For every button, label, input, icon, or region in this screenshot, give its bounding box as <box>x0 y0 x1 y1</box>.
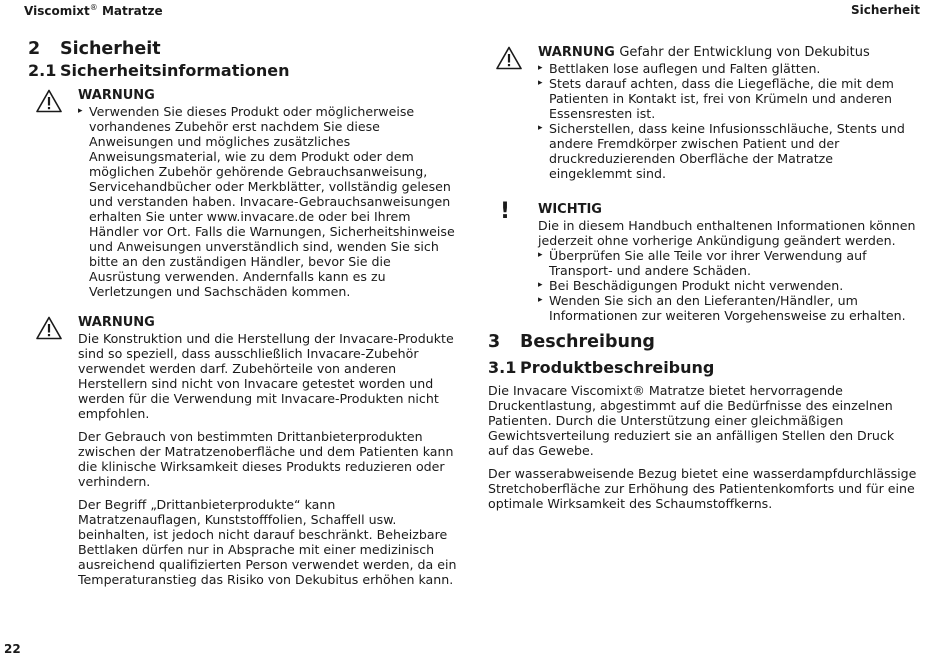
warning-paragraph: Der Begriff „Drittanbieterprodukte“ kann Matratzenauflagen, Kunststofffolien, Schaffell usw. beinhalten, ist jedoch nicht darauf beschränkt. Beheizbare Bettlaken dürfen nur in Absprache mit einer medizinisch ausreichend qualifizierten Person verwendet werden, da ein Temperaturanstieg das Risiko von Dekubitus erhöhen kann. <box>78 497 457 587</box>
warning-title <box>538 44 918 61</box>
section-heading-3 <box>488 331 918 353</box>
list-item: ▸ Sicherstellen, dass keine Infusionsschläuche, Stents und andere Fremdkörper zwischen Patient und der druckreduzierenden Oberfläche der Matratze eingeklemmt sind. <box>538 121 918 181</box>
warning-block-2 <box>28 314 458 587</box>
important-block <box>488 201 918 323</box>
warning-triangle-icon <box>36 89 62 113</box>
running-header-left <box>24 3 163 18</box>
warning-paragraph: Der Gebrauch von bestimmten Drittanbieterprodukten zwischen der Matratzenoberfläche und dem Patienten kann die klinische Wirksamkeit dieses Produkts reduzieren oder verhindern. <box>78 429 454 489</box>
warning-title: WARNUNG <box>78 315 155 330</box>
subsection-title: Sicherheitsinformationen <box>60 61 290 80</box>
header-reg-mark: ® <box>89 3 98 12</box>
important-bullet-list <box>538 248 918 323</box>
warning-bullet-list <box>538 61 918 181</box>
warning-paragraph: Die Konstruktion und die Herstellung der Invacare-Produkte sind so speziell, dass ausschließlich Invacare-Zubehör verwendet werden darf. Zubehörteile von anderen Herstellern sind nicht von Invacare getestet worden und werden für die Verwendung mit Invacare-Produkten nicht empfohlen. <box>78 331 454 421</box>
list-item: ▸ Verwenden Sie dieses Produkt oder möglicherweise vorhandenes Zubehör erst nachdem Sie diese Anweisungen und mögliches zusätzliches Anweisungsmaterial, wie zu dem Produkt oder dem möglichen Zubehör gehörende Gebrauchsanweisung, Servicehandbücher oder Merkblätter, vollständig gelesen und verstanden haben. Invacare-Gebrauchsanweisungen erhalten Sie unter www.invacare.de oder bei Ihrem Händler vor Ort. Falls die Warnungen, Sicherheitshinweise und Anweisungen unverständlich sind, wenden Sie sich bitte an den zuständigen Händler, bevor Sie die Ausrüstung verwenden. Andernfalls kann es zu Verletzungen und Sachschäden kommen. <box>78 104 458 299</box>
right-column <box>488 44 918 511</box>
list-item: ▸ Bei Beschädigungen Produkt nicht verwenden. <box>538 278 918 293</box>
section-title: Sicherheit <box>60 39 161 59</box>
header-product: Matratze <box>97 4 163 18</box>
warning-title-label: WARNUNG <box>538 45 615 60</box>
header-brand: Viscomixt <box>24 4 90 18</box>
warning-block-1 <box>28 87 458 299</box>
list-item: ▸ Bettlaken lose auflegen und Falten glätten. <box>538 61 918 76</box>
subsection-heading-2-1 <box>28 60 458 82</box>
warning-bullet-list <box>78 104 458 299</box>
warning-title: WARNUNG <box>78 88 155 103</box>
page-number: 22 <box>4 642 21 656</box>
running-header-right: Sicherheit <box>851 3 920 17</box>
important-text: Die in diesem Handbuch enthaltenen Informationen können jederzeit ohne vorherige Ankündigung geändert werden. <box>538 218 916 248</box>
subsection-heading-3-1 <box>488 357 918 379</box>
body-paragraph: Der wasserabweisende Bezug bietet eine wasserdampfdurchlässige Stretchoberfläche zur Erhöhung des Patientenkomforts und für eine optimale Wirksamkeit des Schaumstoffkerns. <box>488 466 917 511</box>
list-item: ▸ Stets darauf achten, dass die Liegefläche, die mit dem Patienten in Kontakt ist, frei von Krümeln und anderen Essensresten ist. <box>538 76 918 121</box>
important-title: WICHTIG <box>538 202 602 217</box>
subsection-number: 2.1 <box>28 61 57 80</box>
subsection-number: 3.1 <box>488 358 517 377</box>
left-column <box>28 38 458 587</box>
body-paragraph: Die Invacare Viscomixt® Matratze bietet hervorragende Druckentlastung, abgestimmt auf die Bedürfnisse des einzelnen Patienten. Durch die Unterstützung einer gleichmäßigen Gewichtsverteilung reduziert sie an anfälligen Stellen den Druck auf das Gewebe. <box>488 383 895 458</box>
section-heading-2 <box>28 38 458 60</box>
warning-title-tail: Gefahr der Entwicklung von Dekubitus <box>619 45 870 60</box>
section-number: 2 <box>28 39 41 59</box>
subsection-title: Produktbeschreibung <box>520 358 715 377</box>
warning-block-3 <box>488 44 918 181</box>
warning-triangle-icon <box>36 316 62 340</box>
list-item: ▸ Überprüfen Sie alle Teile vor ihrer Verwendung auf Transport- und andere Schäden. <box>538 248 918 278</box>
list-item: ▸ Wenden Sie sich an den Lieferanten/Händler, um Informationen zur weiteren Vorgehensweise zu erhalten. <box>538 293 918 323</box>
warning-triangle-icon <box>496 46 522 70</box>
section-number: 3 <box>488 332 501 352</box>
exclamation-icon: ! <box>500 199 511 224</box>
section-title: Beschreibung <box>520 332 655 352</box>
